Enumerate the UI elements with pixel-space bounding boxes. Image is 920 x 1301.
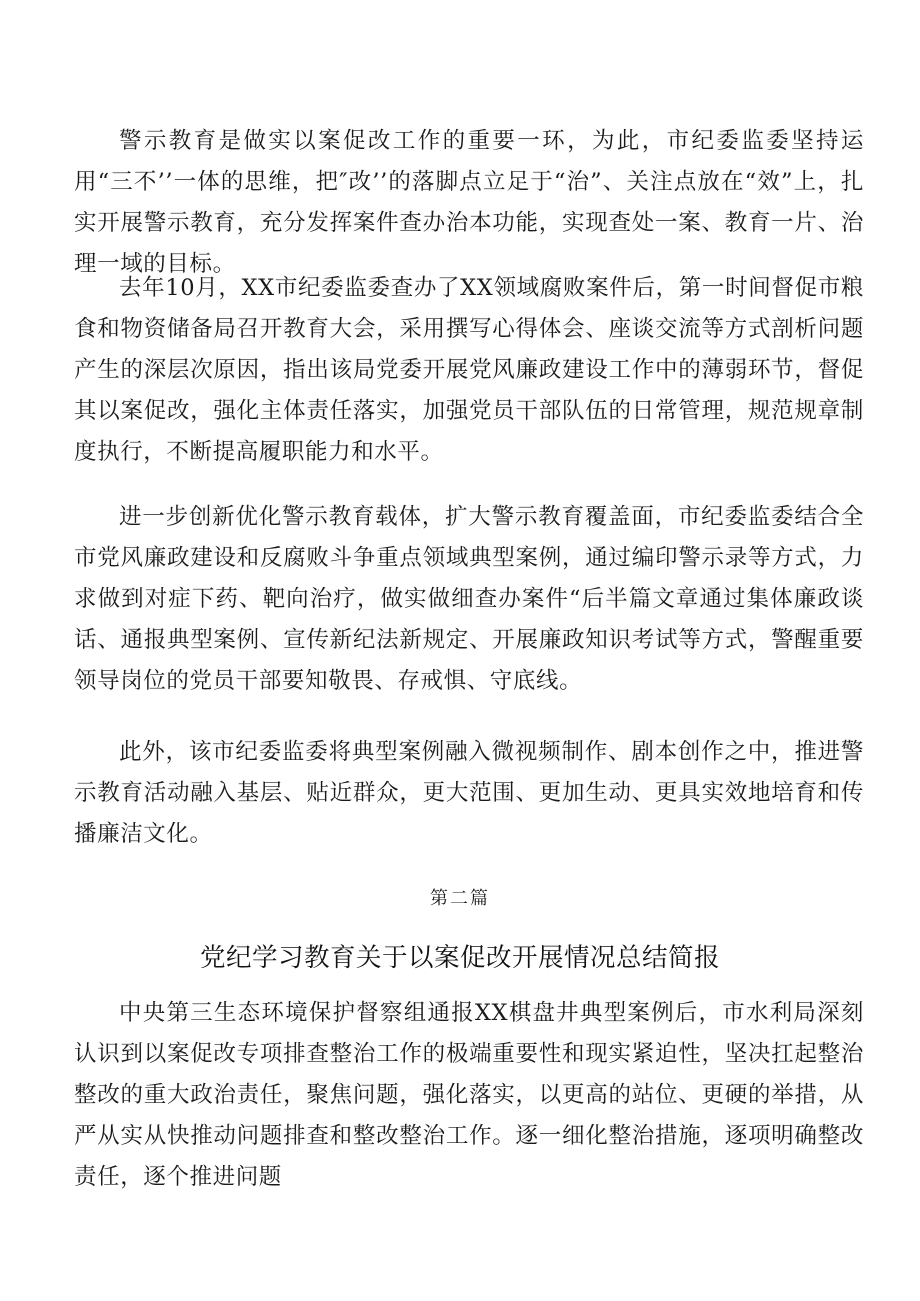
paragraph: 去年10月，XX市纪委监委查办了XX领域腐败案件后，第一时间督促市粮食和物资储备局召开教育大会，采用撰写心得体会、座谈交流等方式剖析问题产生的深层次原因，指出该局党委开展党风廉政建设工作中的薄弱环节，督促其以案促改，强化主体责任落实，加强党员干部队伍的日常管理，规范规章制度执行，不断提高履职能力和水平。 — [74, 275, 864, 465]
paragraph: 此外，该市纪委监委将典型案例融入微视频制作、剧本创作之中，推进警示教育活动融入基层、贴近群众，更大范围、更加生动、更具实效地培育和传播廉洁文化。 — [74, 739, 864, 847]
paragraph: 警示教育是做实以案促改工作的重要一环，为此，市纪委监委坚持运用“三不’’一体的思维，把″改’’的落脚点立足于“治”、关注点放在“效”上，扎实开展警示教育，充分发挥案件查办治本功能，实现查处一案、教育一片、治理一域的目标。 — [74, 128, 864, 277]
paragraph: 进一步创新优化警示教育载体，扩大警示教育覆盖面，市纪委监委结合全市党风廉政建设和反腐败斗争重点领域典型案例，通过编印警示录等方式，力求做到对症下药、靶向治疗，做实做细查办案件“后半篇文章通过集体廉政谈话、通报典型案例、宣传新纪法新规定、开展廉政知识考试等方式，警醒重要领导岗位的党员干部要知敬畏、存戒惧、守底线。 — [74, 504, 864, 694]
paragraph: 中央第三生态环境保护督察组通报XX棋盘井典型案例后，市水利局深刻认识到以案促改专项排查整治工作的极端重要性和现实紧迫性，坚决扛起整治整改的重大政治责任，聚焦问题，强化落实，以更高的站位、更硬的举措，从严从实从快推动问题排查和整改整治工作。逐一细化整治措施，逐项明确整改责任，逐个推进问题 — [74, 1000, 864, 1190]
section-label: 第二篇 — [430, 888, 490, 909]
document-title: 党纪学习教育关于以案促改开展情况总结简报 — [199, 943, 720, 973]
